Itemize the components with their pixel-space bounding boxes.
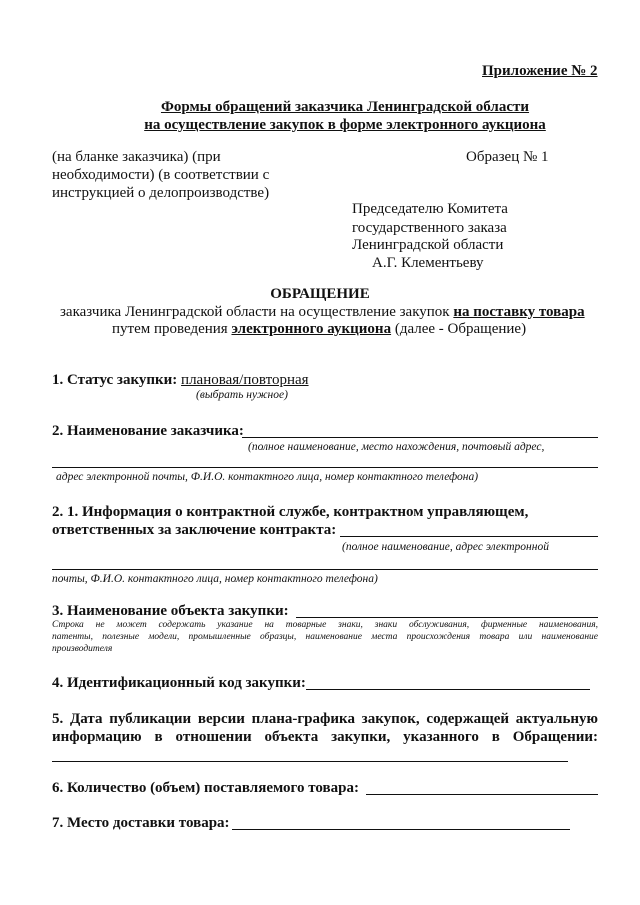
addressee-line1: Председателю Комитета <box>352 201 508 217</box>
section-3-hint2: патенты, полезные модели, промышленные образцы, наименование места происхождения товара или наименование <box>52 632 598 642</box>
section-1-hint: (выбрать нужное) <box>196 389 288 401</box>
section-5-line1: 5. Дата публикации версии плана-графика закупок, содержащей актуальную <box>52 711 598 727</box>
section-2-fill-line2 <box>52 467 598 468</box>
forms-title-line1: Формы обращений заказчика Ленинградской области <box>160 99 530 115</box>
section-7-fill-line <box>232 829 570 830</box>
section-2-1-fill-line <box>340 536 598 537</box>
section-2-1-line2: ответственных за заключение контракта: <box>52 522 337 538</box>
section-2-1-hint1: (полное наименование, адрес электронной <box>342 541 549 553</box>
section-3-hint3: производителя <box>52 644 113 654</box>
section-3-hint1: Строка не может содержать указание на товарные знаки, знаки обслуживания, фирменные наименования, <box>52 620 598 630</box>
appendix-label: Приложение № 2 <box>482 63 598 79</box>
section-2-1-line1: 2. 1. Информация о контрактной службе, контрактном управляющем, <box>52 504 529 520</box>
section-4-fill-line <box>306 689 590 690</box>
section-5-line2: информацию в отношении объекта закупки, указанного в Обращении: <box>52 729 598 745</box>
letterhead-note-line1: (на бланке заказчика) (при <box>52 149 221 165</box>
appeal-line2: путем проведения электронного аукциона (далее - Обращение) <box>112 321 527 337</box>
sample-number: Образец № 1 <box>466 149 549 165</box>
letterhead-note-line2: необходимости) (в соответствии с <box>52 167 270 183</box>
section-7-label: 7. Место доставки товара: <box>52 815 230 831</box>
section-2-label: 2. Наименование заказчика: <box>52 423 244 439</box>
addressee-line4: А.Г. Клементьеву <box>372 255 484 271</box>
section-6-label: 6. Количество (объем) поставляемого товара: <box>52 780 359 796</box>
section-4-label: 4. Идентификационный код закупки: <box>52 675 306 691</box>
section-3-label: 3. Наименование объекта закупки: <box>52 603 289 619</box>
forms-title-line2: на осуществление закупок в форме электронного аукциона <box>144 117 546 133</box>
section-2-1-fill-line2 <box>52 569 598 570</box>
section-1-status: 1. Статус закупки: плановая/повторная <box>52 372 309 388</box>
section-6-fill-line <box>366 794 598 795</box>
section-2-fill-line <box>242 437 598 438</box>
letterhead-note-line3: инструкцией о делопроизводстве) <box>52 185 270 201</box>
section-2-hint1: (полное наименование, место нахождения, почтовый адрес, <box>248 441 545 453</box>
addressee-line3: Ленинградской области <box>352 237 504 253</box>
section-3-fill-line <box>296 617 598 618</box>
appeal-line1: заказчика Ленинградской области на осуществление закупок на поставку товара <box>60 304 585 320</box>
section-2-1-hint2: почты, Ф.И.О. контактного лица, номер контактного телефона) <box>52 573 378 585</box>
appeal-heading: ОБРАЩЕНИЕ <box>270 286 370 302</box>
section-2-hint2: адрес электронной почты, Ф.И.О. контактного лица, номер контактного телефона) <box>56 471 479 483</box>
addressee-line2: государственного заказа <box>352 220 507 236</box>
section-5-fill-line <box>52 761 568 762</box>
